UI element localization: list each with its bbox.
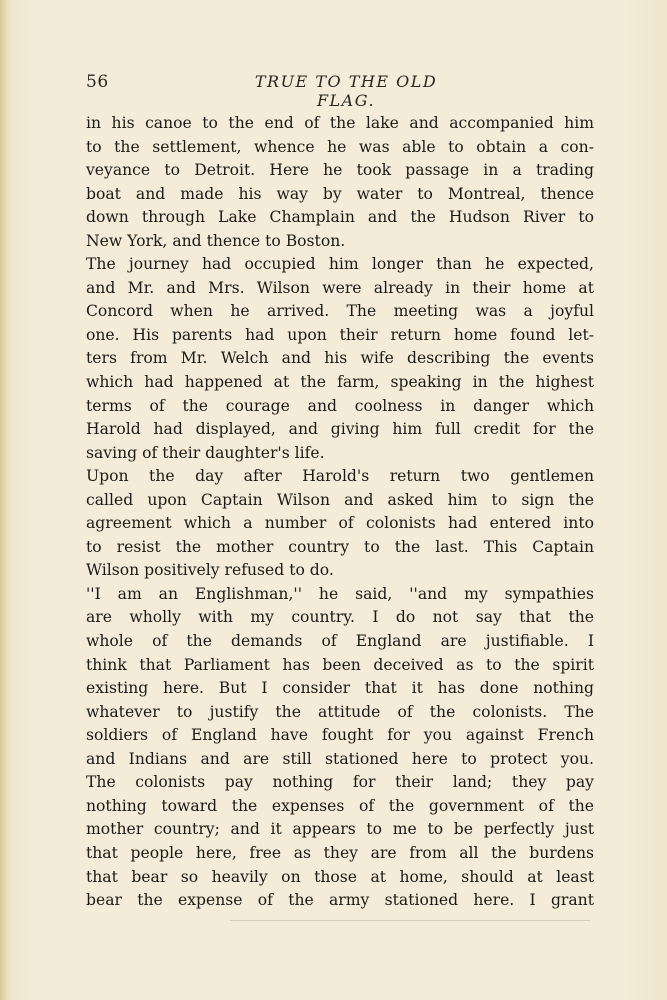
text-line: which had happened at the farm, speaking in the highest [86, 373, 594, 392]
page-number: 56 [86, 72, 109, 92]
text-line: New York, and thence to Boston. [86, 231, 346, 250]
running-title: TRUE TO THE OLD FLAG. [254, 72, 438, 110]
text-line: Wilson positively refused to do. [86, 561, 334, 580]
text-line: ''I am an Englishman,'' he said, ''and my sympathies [86, 584, 594, 603]
text-line: saving of their daughter's life. [86, 443, 325, 462]
text-line: to resist the mother country to the last. This Captain [86, 537, 594, 556]
text-line: think that Parliament has been deceived as to the spirit [86, 655, 594, 674]
text-line: existing here. But I consider that it has done nothing [86, 679, 594, 698]
page-header [86, 72, 596, 110]
text-line: ters from Mr. Welch and his wife describing the events [86, 349, 594, 368]
text-line: one. His parents had upon their return home found let- [86, 325, 594, 344]
text-line: called upon Captain Wilson and asked him to sign the [86, 490, 594, 509]
text-line: to the settlement, whence he was able to obtain a con- [86, 137, 594, 156]
text-line: down through Lake Champlain and the Hudson River to [86, 208, 594, 227]
text-line: that bear so heavily on those at home, should at least [86, 867, 594, 886]
body-text [86, 112, 594, 913]
text-line: mother country; and it appears to me to be perfectly just [86, 820, 594, 839]
text-line: and Indians and are still stationed here to protect you. [86, 749, 594, 768]
text-line: The journey had occupied him longer than he expected, [86, 255, 594, 274]
text-line: whatever to justify the attitude of the colonists. The [86, 702, 594, 721]
text-line: in his canoe to the end of the lake and accompanied him [86, 114, 594, 132]
text-line: The colonists pay nothing for their land; they pay [86, 773, 594, 792]
text-line: Upon the day after Harold's return two gentlemen [86, 467, 594, 486]
text-line: soldiers of England have fought for you against French [86, 726, 594, 745]
text-line: boat and made his way by water to Montreal, thence [86, 184, 594, 203]
text-line: Harold had displayed, and giving him full credit for the [86, 420, 594, 439]
text-line: that people here, free as they are from all the burdens [86, 843, 594, 862]
page-binding-edge [0, 0, 10, 1000]
text-line: Concord when he arrived. The meeting was a joyful [86, 302, 594, 321]
text-line: veyance to Detroit. Here he took passage in a trading [86, 161, 594, 180]
text-line: agreement which a number of colonists had entered into [86, 514, 594, 533]
text-line: are wholly with my country. I do not say that the [86, 608, 594, 627]
text-line: nothing toward the expenses of the government of the [86, 796, 594, 815]
bottom-shadow-line [230, 920, 590, 921]
text-line: whole of the demands of England are justifiable. I [86, 632, 594, 651]
text-line: bear the expense of the army stationed here. I grant [86, 891, 594, 910]
text-line: terms of the courage and coolness in danger which [86, 396, 594, 415]
text-line: and Mr. and Mrs. Wilson were already in their home at [86, 278, 594, 297]
